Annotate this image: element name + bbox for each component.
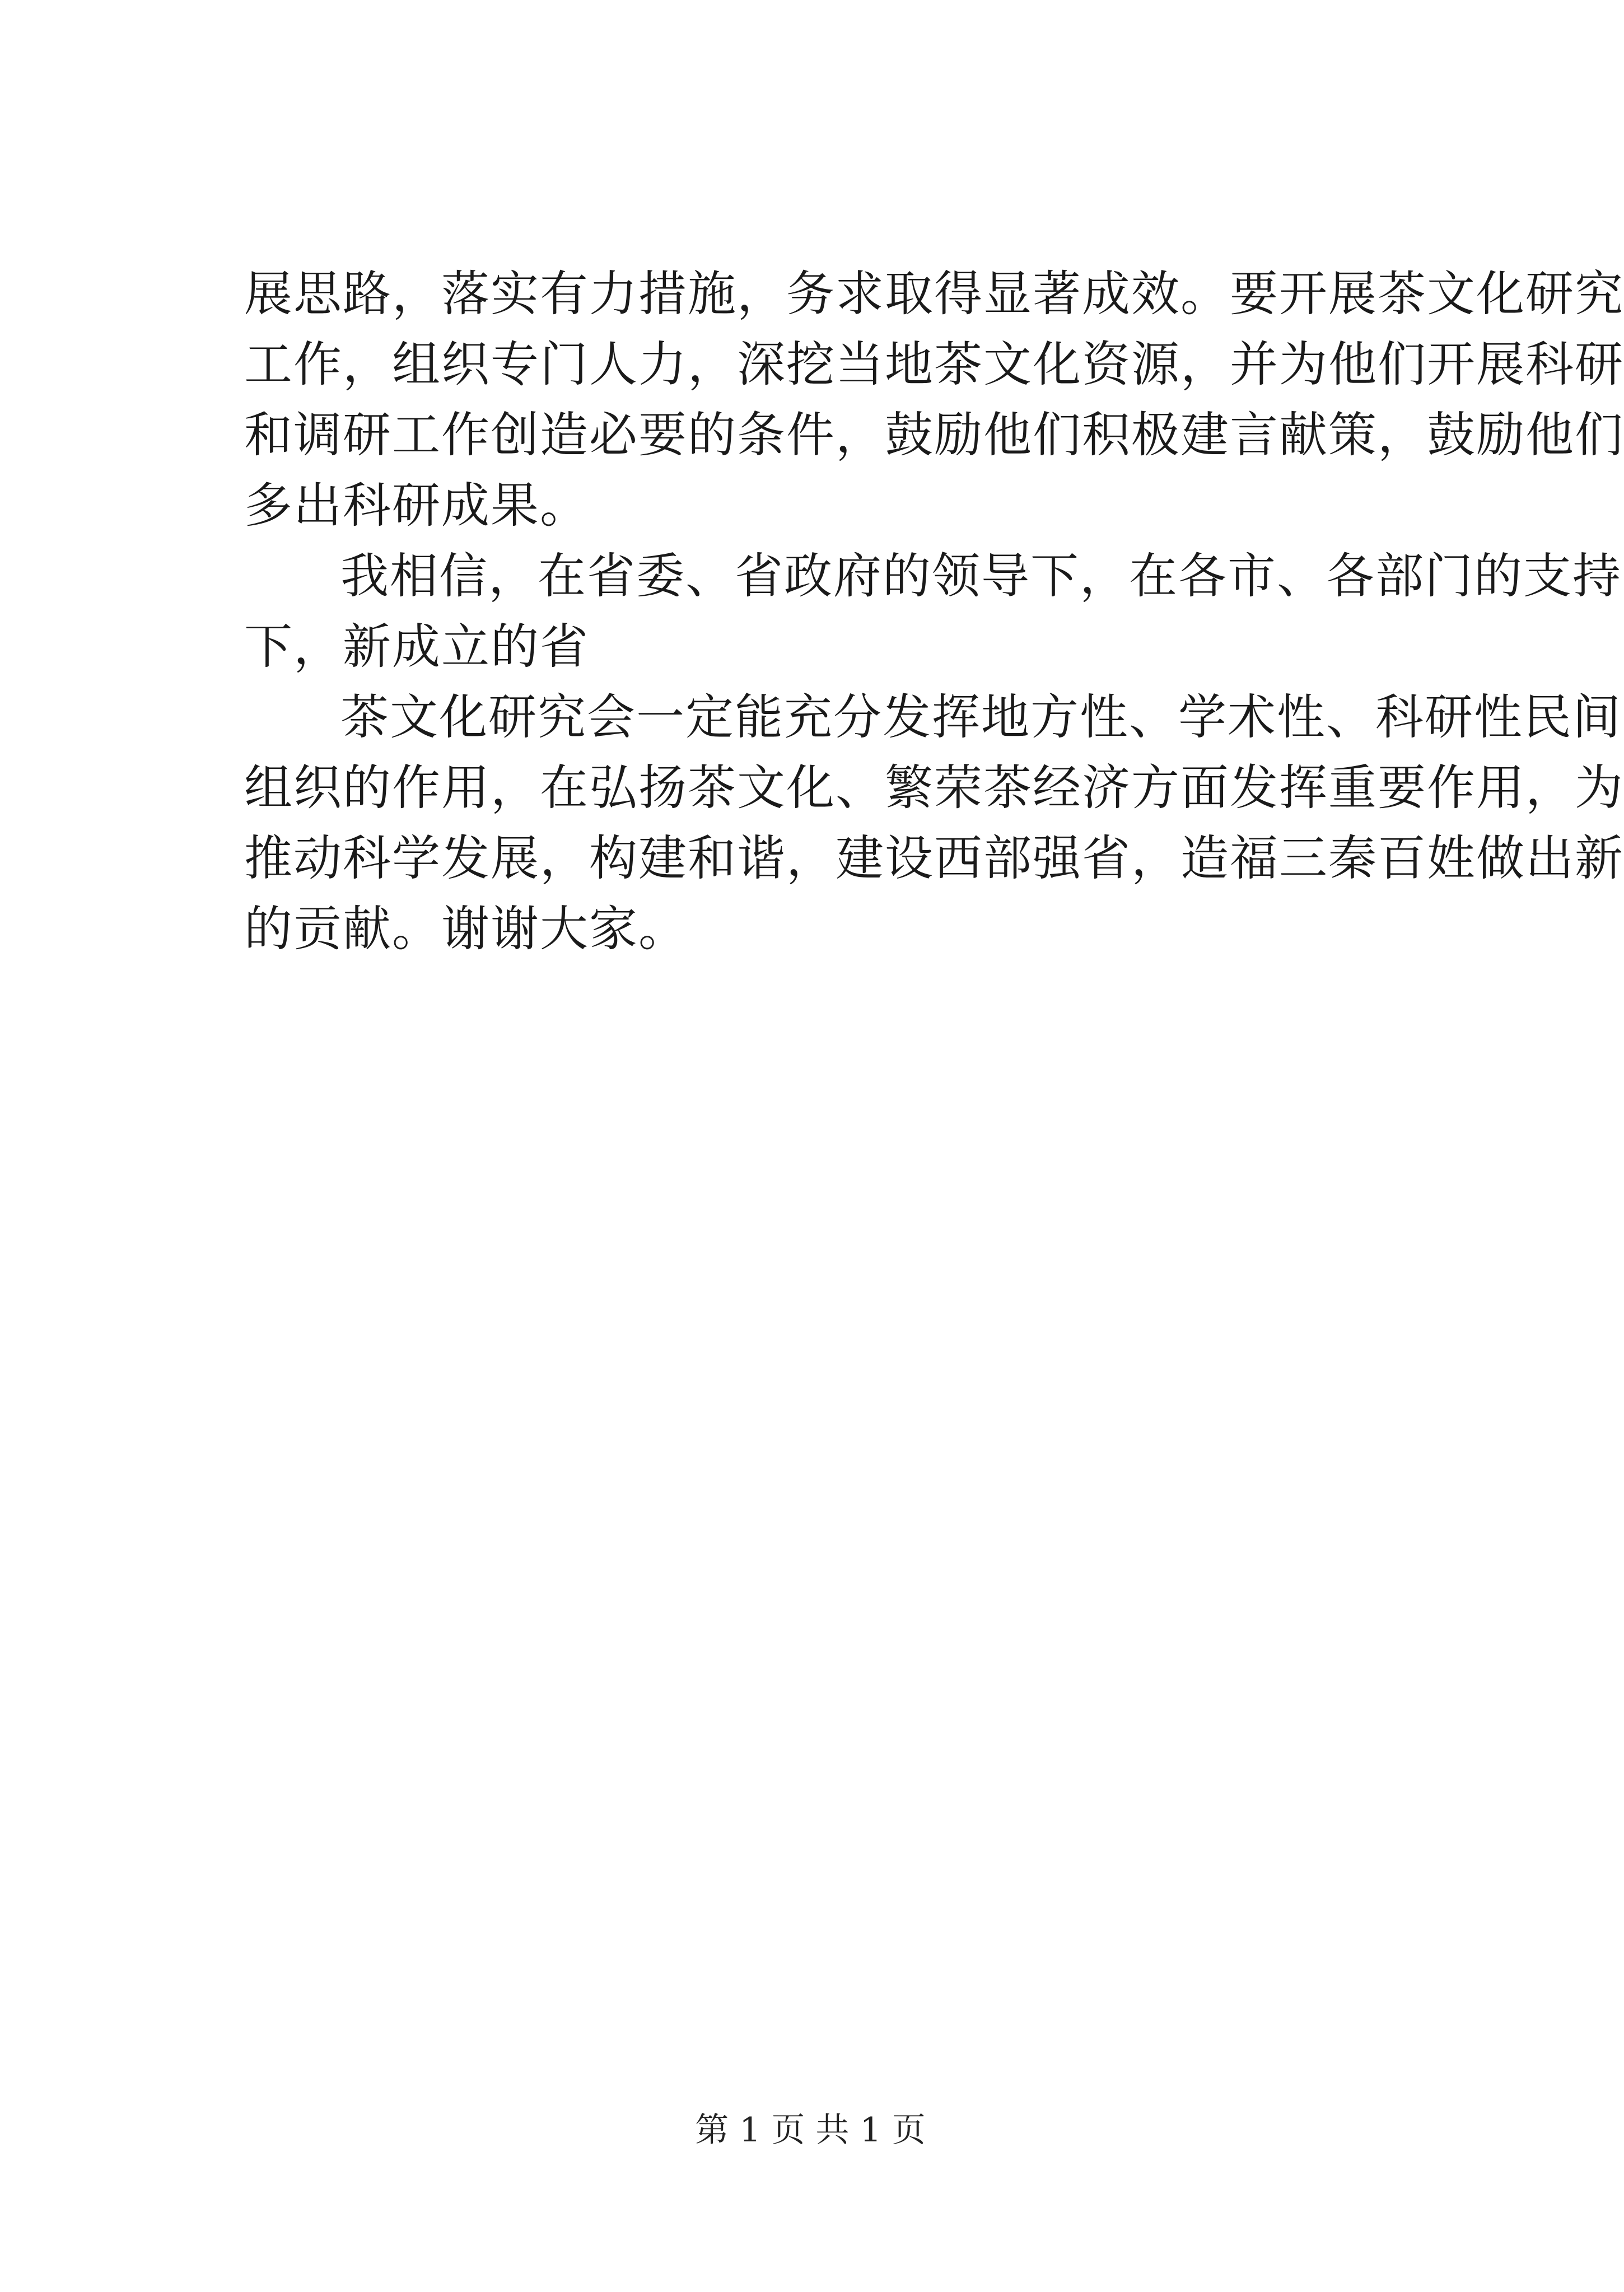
- paragraph-line: 我相信，在省委、省政府的领导下，在各市、各部门的支持: [340, 548, 1622, 604]
- paragraph-line: 推动科学发展，构建和谐，建设西部强省，造福三秦百姓做出新: [244, 830, 1624, 886]
- body-text: [244, 259, 1624, 964]
- paragraph-line: 茶文化研究会一定能充分发挥地方性、学术性、科研性民间: [340, 689, 1622, 745]
- paragraph-line: 下，新成立的省: [244, 619, 589, 675]
- paragraph-line: 工作，组织专门人力，深挖当地茶文化资源，并为他们开展科研: [244, 337, 1624, 393]
- paragraph-line: 组织的作用，在弘扬茶文化、繁荣茶经济方面发挥重要作用，为: [244, 760, 1624, 816]
- page-number: 第 1 页 共 1 页: [695, 2111, 926, 2150]
- paragraph-line: 的贡献。谢谢大家。: [244, 901, 688, 957]
- paragraph-line: 展思路，落实有力措施，务求取得显著成效。要开展茶文化研究: [244, 266, 1624, 322]
- paragraph-line: 多出科研成果。: [244, 478, 589, 534]
- paragraph-line: 和调研工作创造必要的条件，鼓励他们积极建言献策，鼓励他们: [244, 407, 1624, 463]
